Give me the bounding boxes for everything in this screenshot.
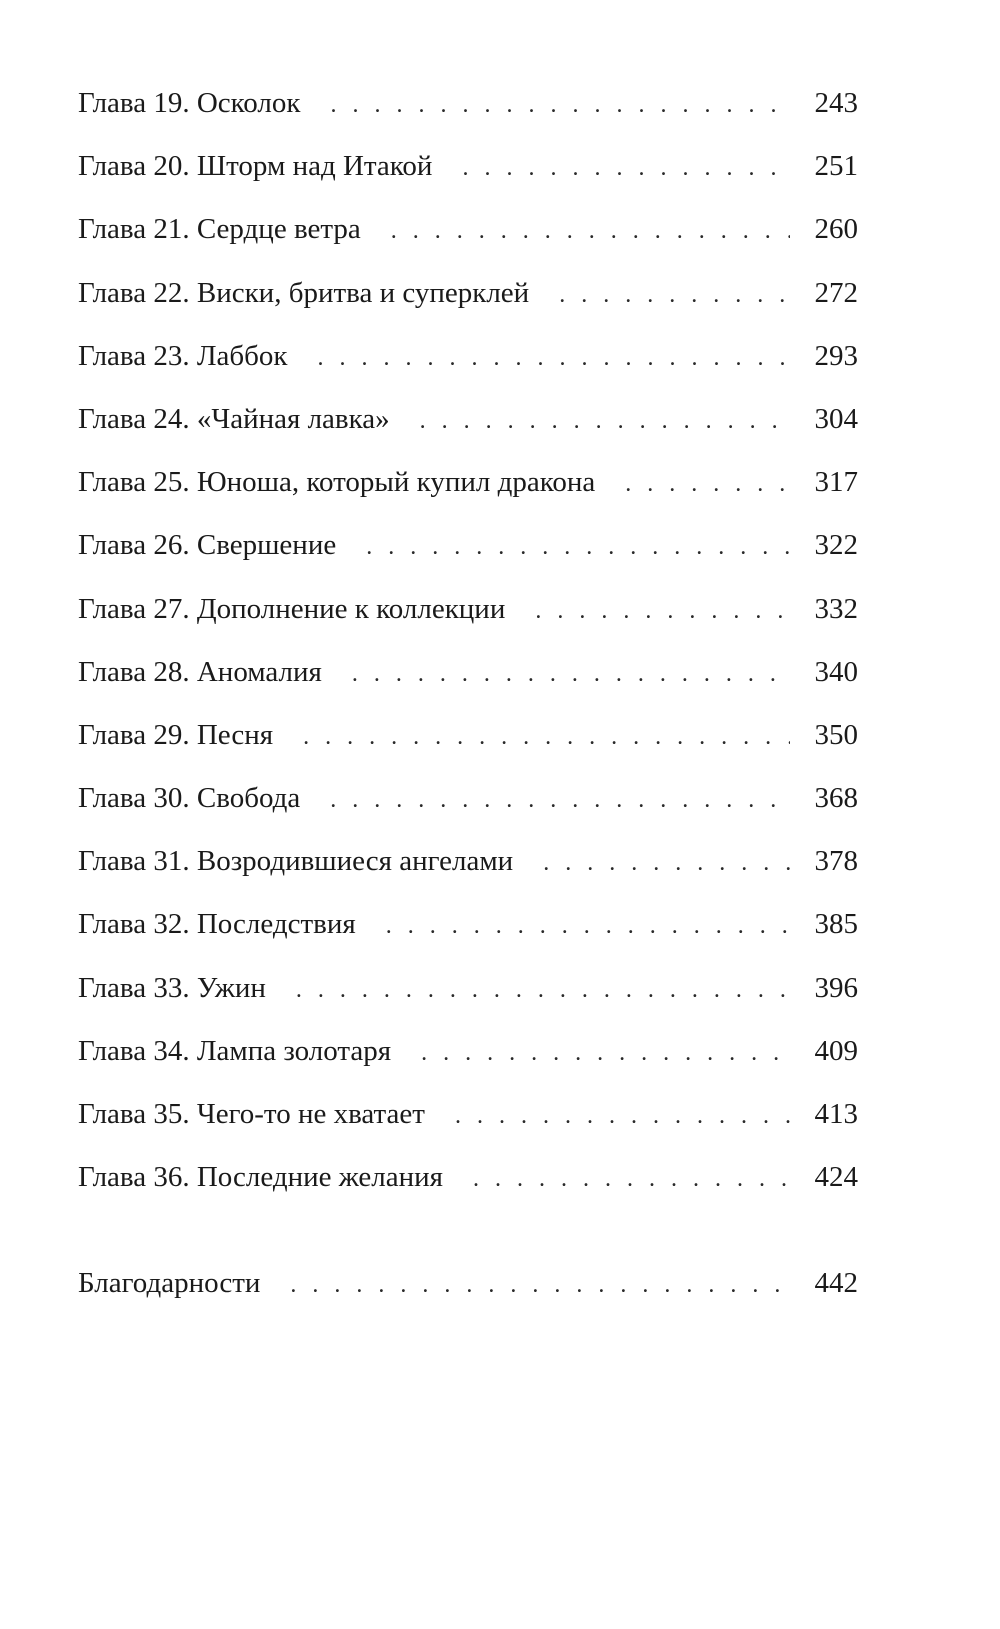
dot-leader — [473, 1148, 790, 1211]
toc-entry-page: 332 — [814, 592, 858, 625]
toc-entry-chapter-30[interactable] — [78, 767, 858, 830]
dot-leader — [421, 1022, 790, 1085]
toc-entry-page: 272 — [814, 276, 858, 309]
toc-entry-chapter-26[interactable] — [78, 514, 858, 577]
toc-entry-title: Глава 27. Дополнение к коллекции — [78, 592, 506, 625]
dot-leader — [330, 74, 790, 137]
toc-entry-page: 396 — [814, 971, 858, 1004]
toc-entry-title: Глава 35. Чего-то не хватает — [78, 1098, 425, 1130]
toc-entry-page: 243 — [814, 87, 858, 119]
toc-entry-chapter-20[interactable] — [78, 135, 858, 198]
dot-leader — [559, 264, 790, 327]
toc-entry-chapter-36[interactable] — [78, 1146, 858, 1209]
toc-entry-title: Глава 22. Виски, бритва и суперклей — [78, 276, 530, 309]
toc-entry-page: 409 — [814, 1034, 858, 1067]
toc-entry-page: 378 — [814, 845, 858, 878]
dot-leader — [303, 706, 790, 769]
toc-entry-chapter-21[interactable] — [78, 198, 858, 261]
toc-entry-title: Глава 33. Ужин — [78, 971, 266, 1004]
toc-entry-title: Благодарности — [78, 1267, 261, 1299]
toc-entry-page: 251 — [814, 150, 858, 183]
dot-leader — [352, 643, 790, 706]
toc-entry-chapter-31[interactable] — [78, 830, 858, 893]
toc-entry-page: 317 — [814, 466, 858, 499]
toc-entry-title: Глава 34. Лампа золотаря — [78, 1034, 392, 1067]
toc-entry-chapter-29[interactable] — [78, 704, 858, 767]
toc-entry-title: Глава 32. Последствия — [78, 908, 356, 941]
table-of-contents — [78, 72, 858, 1209]
dot-leader — [296, 959, 790, 1022]
dot-leader — [420, 390, 790, 453]
toc-entry-page: 385 — [814, 908, 858, 941]
dot-leader — [543, 832, 790, 895]
dot-leader — [462, 137, 790, 200]
dot-leader — [625, 453, 790, 516]
dot-leader — [386, 895, 790, 958]
toc-entry-title: Глава 20. Шторм над Итакой — [78, 150, 433, 183]
toc-entry-chapter-34[interactable] — [78, 1020, 858, 1083]
toc-entry-chapter-25[interactable] — [78, 451, 858, 514]
toc-entry-page: 304 — [814, 402, 858, 435]
toc-entry-page: 413 — [814, 1098, 858, 1130]
toc-entry-chapter-28[interactable] — [78, 641, 858, 704]
toc-entry-acknowledgements[interactable] — [78, 1252, 858, 1315]
toc-entry-page: 260 — [814, 213, 858, 246]
toc-entry-chapter-24[interactable] — [78, 388, 858, 451]
toc-entry-chapter-33[interactable] — [78, 957, 858, 1020]
dot-leader — [366, 516, 790, 579]
dot-leader — [318, 327, 791, 390]
toc-entry-title: Глава 25. Юноша, который купил дракона — [78, 466, 596, 499]
dot-leader — [330, 769, 790, 832]
toc-entry-chapter-27[interactable] — [78, 578, 858, 641]
toc-entry-title: Глава 31. Возродившиеся ангелами — [78, 845, 514, 878]
toc-entry-page: 340 — [814, 655, 858, 688]
toc-entry-title: Глава 19. Осколок — [78, 87, 301, 119]
toc-entry-title: Глава 21. Сердце ветра — [78, 213, 361, 246]
dot-leader — [391, 200, 790, 263]
toc-entry-title: Глава 26. Свершение — [78, 529, 337, 562]
toc-entry-chapter-19[interactable] — [78, 72, 858, 135]
toc-entry-chapter-32[interactable] — [78, 893, 858, 956]
toc-entry-title: Глава 23. Лаббок — [78, 339, 288, 372]
toc-entry-page: 424 — [814, 1161, 858, 1194]
toc-entry-title: Глава 30. Свобода — [78, 782, 301, 815]
toc-entry-title: Глава 24. «Чайная лавка» — [78, 402, 390, 435]
toc-entry-chapter-22[interactable] — [78, 262, 858, 325]
toc-entry-chapter-35[interactable] — [78, 1083, 858, 1146]
toc-entry-page: 442 — [814, 1267, 858, 1299]
toc-entry-title: Глава 29. Песня — [78, 718, 274, 751]
toc-entry-title: Глава 28. Аномалия — [78, 655, 322, 688]
toc-entry-page: 322 — [814, 529, 858, 562]
dot-leader — [535, 580, 790, 643]
toc-appendix — [78, 1252, 858, 1315]
toc-entry-chapter-23[interactable] — [78, 325, 858, 388]
dot-leader — [455, 1085, 790, 1148]
toc-entry-page: 368 — [814, 782, 858, 815]
dot-leader — [290, 1254, 790, 1317]
toc-entry-title: Глава 36. Последние желания — [78, 1161, 444, 1194]
toc-entry-page: 350 — [814, 718, 858, 751]
toc-entry-page: 293 — [814, 339, 858, 372]
